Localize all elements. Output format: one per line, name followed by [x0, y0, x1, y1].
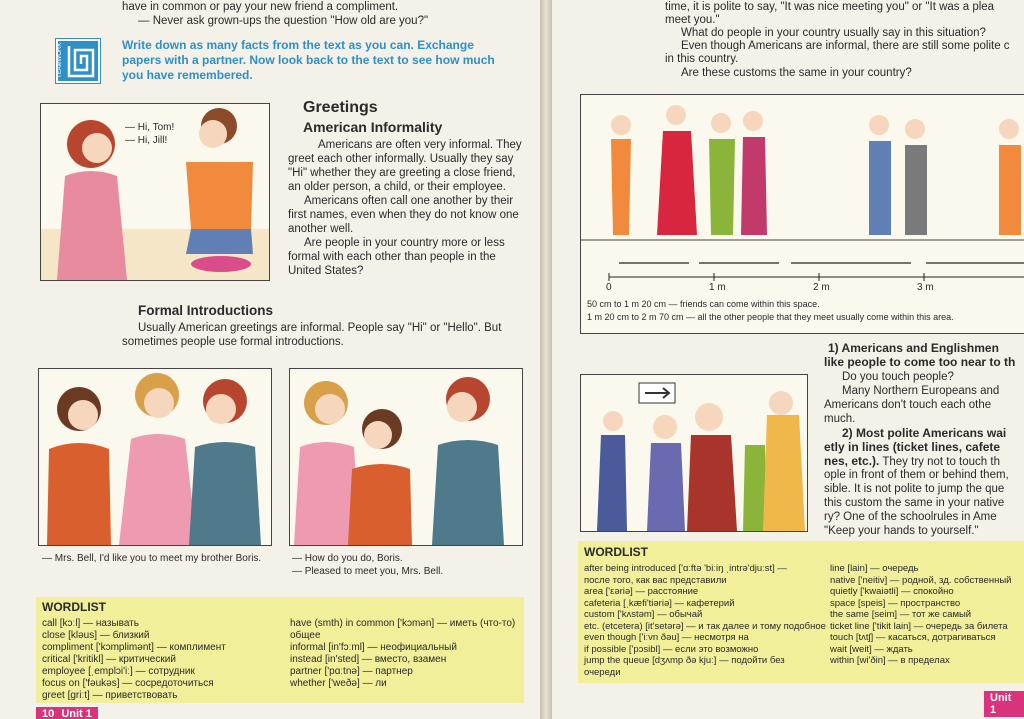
wordlist-entry: have (smth) in common ['kɔmən] — иметь (что-то)	[290, 618, 516, 629]
wordlist-entry: очереди	[584, 666, 621, 678]
wordlist-title: WORDLIST	[584, 545, 648, 559]
rule-1-title: like people to come too near to th	[824, 355, 1016, 369]
wordlist-entry: instead [in'sted] — вместо, взамен	[290, 654, 447, 665]
wordlist-entry: partner ['pɑːtnə] — партнер	[290, 666, 413, 677]
informality-line: Americans often call one another by their	[304, 195, 514, 207]
wordlist-column-2	[290, 618, 515, 690]
rule-2-text: They try not to touch th	[882, 456, 1000, 468]
right-top-line: meet you."	[665, 14, 720, 26]
task-line-1: Write down as many facts from the text as you can. Exchange	[122, 38, 474, 52]
informality-line: Americans are often very informal. They	[318, 139, 522, 151]
greetings-title: Greetings	[303, 99, 378, 116]
scale-label: 2 m	[813, 282, 830, 293]
task-line-3: you have remembered.	[122, 68, 253, 82]
rule-2-text: ople in front of them or behind them,	[824, 469, 1009, 481]
rule-1-text: Many Northern Europeans and	[842, 385, 1000, 397]
unit-label: Unit 1	[61, 708, 92, 719]
teamwork-icon-text: TEAMWORK	[57, 42, 63, 78]
introduction-illustration-1	[38, 368, 272, 546]
queue-illustration	[580, 374, 808, 532]
wordlist-entry: compliment ['kɔmplimənt] — комплимент	[42, 642, 226, 653]
wordlist-entry: critical ['kritikl] — критический	[42, 654, 176, 665]
personal-space-figure	[580, 94, 1024, 334]
wordlist-entry: employee [ˌemplɔi'iː] — сотрудник	[42, 666, 195, 677]
informality-line: an older person, a child, or their employee.	[288, 181, 506, 193]
page-number: 10	[42, 708, 55, 719]
wordlist-entry: the same [seim] — тот же самый	[830, 609, 972, 620]
intro-line-2: — Never ask grown-ups the question "How old are you?"	[138, 15, 429, 27]
wordlist-entry: native ['neitiv] — родной, зд. собственный	[830, 574, 1012, 586]
scale-label: 0	[606, 282, 612, 293]
right-top-line: time, it is polite to say, "It was nice meeting you" or "It was a plea	[665, 1, 995, 13]
wordlist-entry: общее	[290, 630, 321, 641]
scale-label: 1 m	[709, 282, 726, 293]
caption-left: — Mrs. Bell, I'd like you to meet my brother Boris.	[42, 553, 262, 564]
scale-label: 3 m	[917, 282, 934, 293]
caption-right-2: — Pleased to meet you, Mrs. Bell.	[292, 566, 444, 577]
wordlist-entry: greet [griːt] — приветствовать	[42, 690, 178, 701]
right-top-line: Are these customs the same in your country?	[681, 67, 912, 79]
rule-1-title: 1) Americans and Englishmen	[828, 341, 999, 355]
rule-2-text: sible. It is not polite to jump the que	[824, 483, 1005, 495]
informality-line: "Hi" whether they are greeting a close friend,	[288, 167, 516, 179]
wordlist-entry: line [lain] — очередь	[830, 563, 919, 574]
wordlist-column-2	[830, 563, 1011, 667]
rule-1-text: Americans don't touch each othe	[824, 399, 992, 411]
informality-line: another well.	[288, 223, 354, 235]
wordlist-entry: even though ['iːvn ðəu] — несмотря на	[584, 632, 749, 643]
unit-tab: Unit 1	[984, 691, 1024, 717]
informality-line: Are people in your country more or less	[304, 237, 505, 249]
teamwork-icon	[55, 38, 101, 84]
wordlist-entry: space [speis] — пространство	[830, 597, 961, 609]
intro-line-1: have in common or pay your new friend a compliment.	[122, 1, 399, 13]
rule-2-title: nes, etc.).	[824, 454, 880, 468]
greeting-illustration	[40, 103, 270, 281]
rule-2-title: etly in lines (ticket lines, cafete	[824, 440, 1001, 454]
rule-2-text: "Keep your hands to yourself."	[824, 525, 979, 537]
wordlist-entry: if possible ['pɔsibl] — если это возможно	[584, 643, 759, 655]
rule-1-text: much.	[824, 413, 856, 425]
informality-line: formal with each other than people in the	[288, 251, 496, 263]
wordlist-entry: jump the queue [dʒʌmp ðə kjuː] — подойти без	[584, 655, 785, 666]
wordlist-entry: area ['εəriə] — расстояние	[584, 586, 699, 597]
wordlist-entry: informal [in'fɔːml] — неофициальный	[290, 642, 457, 653]
book-gutter	[540, 0, 552, 719]
scale-caption-2: 1 m 20 cm to 2 m 70 cm — all the other people that they meet usually come within this area.	[587, 312, 954, 322]
wordlist-entry: whether ['weðə] — ли	[290, 678, 387, 689]
formal-title: Formal Introductions	[138, 303, 273, 318]
bubble-line-1: — Hi, Tom!	[125, 122, 175, 133]
introduction-illustration-2	[289, 368, 523, 546]
informality-line: United States?	[288, 265, 364, 277]
rule-2-text: ry? One of the schoolrules in Ame	[824, 511, 997, 523]
wordlist-column-1	[42, 618, 226, 702]
informality-line: greet each other informally. Usually they say	[288, 153, 514, 165]
wordlist-entry: ticket line ['tikit lain] — очередь за билета	[830, 620, 1008, 632]
right-top-line: Even though Americans are informal, there are still some polite c	[681, 40, 1010, 52]
page-number-tab	[36, 707, 98, 719]
wordlist-entry: call [kɔːl] — называть	[42, 618, 139, 629]
right-top-line: What do people in your country usually say in this situation?	[681, 27, 986, 39]
caption-right-1: — How do you do, Boris.	[292, 553, 403, 564]
rule-2-text-line	[824, 454, 1000, 469]
wordlist-entry: wait [weit] — ждать	[830, 643, 913, 655]
rule-2-title: 2) Most polite Americans wai	[842, 426, 1007, 440]
wordlist-entry: quietly ['kwaiətli] — спокойно	[830, 586, 954, 597]
wordlist-entry: custom ['kʌstəm] — обычай	[584, 609, 703, 620]
wordlist-entry: touch [tʌtʃ] — касаться, дотрагиваться	[830, 632, 996, 643]
wordlist-entry: within [wi'ðin] — в пределах	[830, 655, 950, 666]
wordlist-right	[578, 541, 1024, 683]
wordlist-entry: etc. (etcetera) [it'setərə] — и так далее и тому подобное	[584, 620, 826, 632]
rule-1-text: Do you touch people?	[842, 371, 954, 383]
scale-caption-1: 50 cm to 1 m 20 cm — friends can come within this space.	[587, 299, 820, 309]
informality-title: American Informality	[303, 119, 443, 135]
formal-line-2: sometimes people use formal introductions.	[122, 336, 344, 348]
wordlist-entry: after being introduced ['ɑːftə 'biːiŋ ˌintrə'djuːst] —	[584, 563, 787, 574]
wordlist-column-1	[584, 563, 826, 678]
task-line-2: papers with a partner. Now look back to the text to see how much	[122, 53, 495, 67]
formal-line-1: Usually American greetings are informal. People say "Hi" or "Hello". But	[138, 322, 502, 334]
informality-line: first names, even when they do not know one	[288, 209, 519, 221]
wordlist-left	[36, 597, 524, 703]
wordlist-title: WORDLIST	[42, 600, 106, 614]
right-page	[552, 0, 1024, 719]
wordlist-entry: cafeteria [ˌkæfi'tiəriə] — кафетерий	[584, 597, 735, 609]
bubble-line-2: — Hi, Jill!	[125, 135, 168, 146]
wordlist-entry: focus on ['fəukəs] — сосредоточиться	[42, 678, 214, 689]
wordlist-entry: после того, как вас представили	[584, 574, 727, 586]
right-top-line: in this country.	[665, 53, 739, 65]
wordlist-entry: close [kləus] — близкий	[42, 630, 150, 641]
rule-2-text: this custom the same in your native	[824, 497, 1005, 509]
